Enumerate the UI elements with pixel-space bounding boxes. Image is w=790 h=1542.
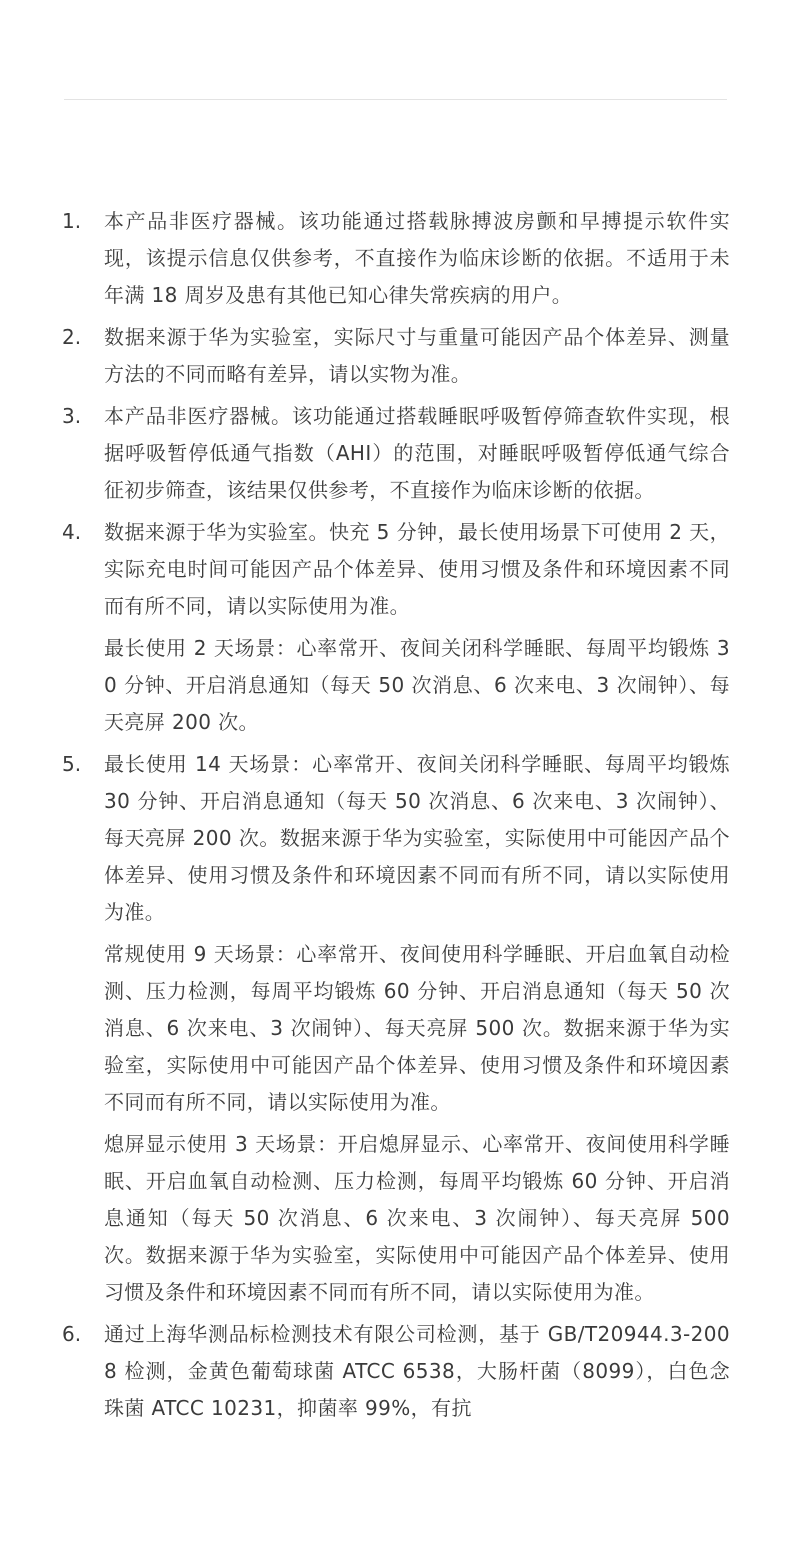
footnote-text: 数据来源于华为实验室。快充 5 分钟，最长使用场景下可使用 2 天，实际充电时间可能因产品个体差异、使用习惯及条件和环境因素不同而有所不同，请以实际使用为准。 xyxy=(104,520,730,618)
footnote-number: 6. xyxy=(62,1322,82,1346)
footnote-list xyxy=(62,203,730,1432)
footnote-number: 5. xyxy=(62,752,82,776)
footnote-item xyxy=(62,398,730,509)
footnote-scenario-text: 熄屏显示使用 3 天场景：开启熄屏显示、心率常开、夜间使用科学睡眠、开启血氧自动检测、压力检测，每周平均锻炼 60 分钟、开启消息通知（每天 50 次消息、6 次来电、3 次闹钟）、每天亮屏 500 次。数据来源于华为实验室，实际使用中可能因产品个体差异、使用习惯及条件和环境因素不同而有所不同，请以实际使用为准。 xyxy=(104,1132,730,1304)
footnote-number: 1. xyxy=(62,209,82,233)
footnote-number: 3. xyxy=(62,404,82,428)
footnote-text: 最长使用 14 天场景：心率常开、夜间关闭科学睡眠、每周平均锻炼 30 分钟、开启消息通知（每天 50 次消息、6 次来电、3 次闹钟）、每天亮屏 200 次。数据来源于华为实验室，实际使用中可能因产品个体差异、使用习惯及条件和环境因素不同而有所不同，请以实际使用为准。 xyxy=(104,752,730,924)
footnote-item xyxy=(62,746,730,1311)
footnote-number: 4. xyxy=(62,520,82,544)
footnote-item xyxy=(62,1316,730,1427)
footnote-scenario-text: 常规使用 9 天场景：心率常开、夜间使用科学睡眠、开启血氧自动检测、压力检测，每周平均锻炼 60 分钟、开启消息通知（每天 50 次消息、6 次来电、3 次闹钟）、每天亮屏 500 次。数据来源于华为实验室，实际使用中可能因产品个体差异、使用习惯及条件和环境因素不同而有所不同，请以实际使用为准。 xyxy=(104,942,730,1114)
footnote-text: 本产品非医疗器械。该功能通过搭载脉搏波房颤和早搏提示软件实现，该提示信息仅供参考，不直接作为临床诊断的依据。不适用于未年满 18 周岁及患有其他已知心律失常疾病的用户。 xyxy=(104,209,730,307)
footnote-item xyxy=(62,319,730,393)
footnote-scenario-text: 最长使用 2 天场景：心率常开、夜间关闭科学睡眠、每周平均锻炼 30 分钟、开启消息通知（每天 50 次消息、6 次来电、3 次闹钟）、每天亮屏 200 次。 xyxy=(104,636,730,734)
footnote-number: 2. xyxy=(62,325,82,349)
footnote-item xyxy=(62,203,730,314)
top-divider xyxy=(64,99,727,100)
footnote-text: 通过上海华测品标检测技术有限公司检测，基于 GB/T20944.3-2008 检测，金黄色葡萄球菌 ATCC 6538，大肠杆菌（8099），白色念珠菌 ATCC 10231，抑菌率 99%，有抗 xyxy=(104,1322,730,1420)
footnote-text: 本产品非医疗器械。该功能通过搭载睡眠呼吸暂停筛查软件实现，根据呼吸暂停低通气指数（AHI）的范围，对睡眠呼吸暂停低通气综合征初步筛查，该结果仅供参考，不直接作为临床诊断的依据。 xyxy=(104,404,730,502)
footnote-text: 数据来源于华为实验室，实际尺寸与重量可能因产品个体差异、测量方法的不同而略有差异，请以实物为准。 xyxy=(104,325,730,386)
footnote-item xyxy=(62,514,730,741)
